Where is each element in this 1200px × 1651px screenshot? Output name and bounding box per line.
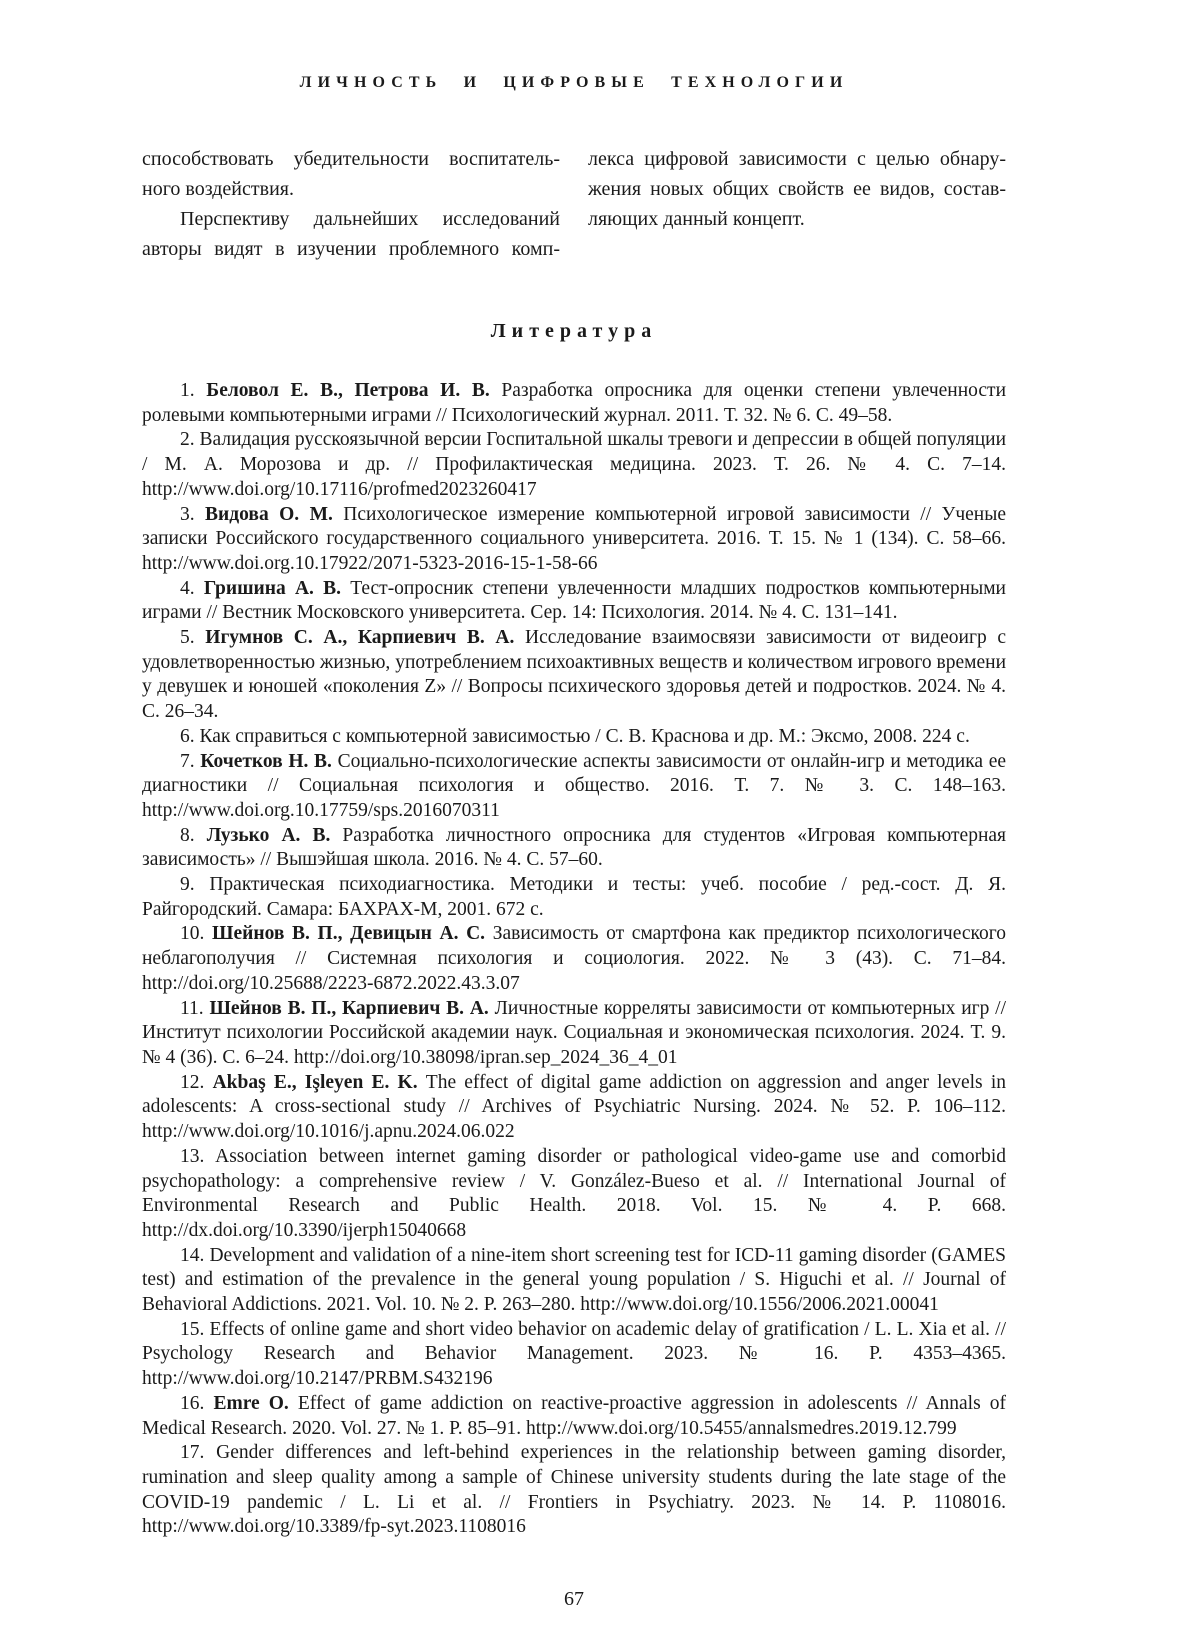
reference-authors: Гришина А. В.	[203, 577, 351, 599]
text-line: жения новых общих свойств ее видов, состав-	[588, 178, 1006, 200]
page-number: 67	[564, 1588, 584, 1611]
reference-number: 8.	[180, 824, 195, 846]
reference-text: Социально-психологические аспекты зависимости от онлайн-игр и методика ее диагностики // Социальная психология и общество. 2016. Т. 7. № 3. С. 148–163. http://www.doi.org.10.17759/sps.2016070311	[142, 750, 1007, 821]
reference-item	[142, 1392, 1006, 1441]
intro-left-column	[142, 144, 560, 264]
text-line: способствовать убедительности воспитатель-	[142, 148, 560, 170]
reference-authors: Игумнов С. А., Карпиевич В. А.	[205, 627, 526, 649]
reference-text: Зависимость от смартфона как предиктор психологического неблагополучия // Системная психология и социология. 2022. № 3 (43). С. 71–84. http://doi.org/10.25688/2223-6872.2022.43.3.07	[142, 923, 1007, 994]
reference-text: Как справиться с компьютерной зависимостью / С. В. Краснова и др. М.: Эксмо, 2008. 224 с.	[199, 725, 970, 747]
reference-authors: Видова О. М.	[205, 503, 344, 525]
reference-text: Разработка личностного опросника для студентов «Игровая компьютерная зависимость» // Вышэйшая школа. 2016. № 4. С. 57–60.	[142, 824, 1006, 871]
reference-text: The effect of digital game addiction on aggression and anger levels in adolescents: A cross-sectional study // Archives of Psychiatric Nursing. 2024. № 52. P. 106–112. http://www.doi.org/10.1016/j.apnu.2024.06.022	[142, 1071, 1006, 1143]
reference-item	[142, 626, 1006, 725]
reference-number: 4.	[180, 577, 195, 599]
reference-authors: Кочетков Н. В.	[200, 750, 338, 772]
reference-item	[142, 1441, 1006, 1540]
reference-text: Effect of game addiction on reactive-proactive aggression in adolescents // Annals of Medical Research. 2020. Vol. 27. № 1. P. 85–91. http://www.doi.org/10.5455/annalsmedres.2019.12.799	[142, 1392, 1007, 1439]
reference-number: 11.	[180, 997, 204, 1019]
text-line: ляющих данный концепт.	[588, 208, 805, 230]
reference-item	[142, 1071, 1006, 1145]
reference-item	[142, 1145, 1006, 1244]
reference-text: Gender differences and left-behind experiences in the relationship between gaming disorder, rumination and sleep quality among a sample of Chinese university students during the late stage of the COVID-19 pandemic / L. Li et al. // Frontiers in Psychiatry. 2023. № 14. P. 1108016. http://www.doi.org/10.3389/fp-syt.2023.1108016	[142, 1442, 1007, 1538]
reference-text: Development and validation of a nine-item short screening test for ICD-11 gaming disorder (GAMES test) and estimation of the prevalence in the general young population / S. Higuchi et al. // Journal of Behavioral Addictions. 2021. Vol. 10. № 2. P. 263–280. http://www.doi.org/10.1556/2006.2021.00041	[142, 1244, 1006, 1316]
reference-item	[142, 997, 1006, 1071]
reference-authors: Лузько А. В.	[206, 824, 343, 846]
reference-item	[142, 1244, 1006, 1318]
reference-number: 12.	[180, 1071, 205, 1093]
intro-right-column	[588, 144, 1006, 264]
reference-number: 3.	[180, 503, 195, 525]
intro-section	[142, 144, 1006, 264]
reference-number: 2.	[180, 429, 195, 451]
text-line: лекса цифровой зависимости с целью обнару-	[588, 148, 1006, 170]
reference-item	[142, 503, 1006, 577]
reference-number: 5.	[180, 627, 195, 649]
reference-number: 14.	[180, 1244, 205, 1266]
reference-text: Исследование взаимосвязи зависимости от видеоигр с удовлетворенностью жизнью, употреблением психоактивных веществ и количеством игрового времени у девушек и юношей «поколения Z» // Вопросы психического здоровья детей и подростков. 2024. № 4. С. 26–34.	[142, 627, 1007, 723]
reference-item	[142, 1318, 1006, 1392]
reference-number: 9.	[180, 874, 195, 896]
reference-list	[142, 379, 1006, 1540]
reference-item	[142, 750, 1006, 824]
reference-text: Effects of online game and short video behavior on academic delay of gratification / L. L. Xia et al. // Psychology Research and Behavior Management. 2023. № 16. P. 4353–4365. http://www.doi.org/10.2147/PRBM.S432196	[142, 1318, 1006, 1390]
running-head: ЛИЧНОСТЬ И ЦИФРОВЫЕ ТЕХНОЛОГИИ	[299, 74, 849, 91]
reference-text: Психологическое измерение компьютерной игровой зависимости // Ученые записки Российского государственного социального университета. 2016. Т. 15. № 1 (134). С. 58–66. http://www.doi.org.10.17922/2071-5323-2016-15-1-58-66	[142, 503, 1007, 574]
reference-item	[142, 577, 1006, 626]
reference-item	[142, 379, 1006, 428]
reference-text: Тест-опросник степени увлеченности младших подростков компьютерными играми // Вестник Московского университета. Сер. 14: Психология. 2014. № 4. С. 131–141.	[142, 577, 1006, 624]
text-line: Перспективу дальнейших исследований	[180, 208, 560, 230]
reference-number: 1.	[180, 380, 195, 401]
reference-number: 17.	[180, 1442, 205, 1464]
reference-text: Валидация русскоязычной версии Госпитальной шкалы тревоги и депрессии в общей популяции / М. А. Морозова и др. // Профилактическая медицина. 2023. Т. 26. № 4. С. 7–14. http://www.doi.org/10.17116/profmed2023260417	[142, 429, 1007, 500]
reference-authors: Шейнов В. П., Девицын А. С.	[212, 923, 493, 945]
reference-number: 7.	[180, 750, 195, 772]
reference-number: 16.	[180, 1392, 205, 1414]
reference-authors: Шейнов В. П., Карпиевич В. А.	[209, 997, 495, 1019]
reference-number: 10.	[180, 923, 205, 945]
reference-text: Association between internet gaming disorder or pathological video-game use and comorbid psychopathology: a comprehensive review / V. González-Bueso et al. // International Journal of Environmental Research and Public Health. 2018. Vol. 15. № 4. P. 668. http://dx.doi.org/10.3390/ijerph15040668	[142, 1145, 1006, 1241]
reference-item	[142, 725, 1006, 750]
reference-number: 15.	[180, 1318, 205, 1340]
reference-authors: Беловол Е. В., Петрова И. В.	[206, 380, 502, 401]
reference-text: Разработка опросника для оценки степени увлеченности ролевыми компьютерными играми // Психологический журнал. 2011. Т. 32. № 6. С. 49–58.	[142, 380, 1007, 426]
reference-number: 6.	[180, 725, 195, 747]
reference-item	[142, 824, 1006, 873]
reference-number: 13.	[180, 1145, 205, 1167]
text-line: ного воздействия.	[142, 178, 294, 200]
reference-item	[142, 873, 1006, 922]
reference-item	[142, 428, 1006, 502]
reference-text: Личностные корреляты зависимости от компьютерных игр // Институт психологии Российской академии наук. Социальная и экономическая психология. 2024. Т. 9. № 4 (36). С. 6–24. http://doi.org/10.38098/ipran.sep_2024_36_4_01	[142, 997, 1007, 1068]
reference-authors: Akbaş E., Işleyen E. K.	[212, 1071, 426, 1093]
reference-authors: Emre O.	[213, 1392, 298, 1414]
references-heading: Литература	[490, 320, 658, 342]
text-line: авторы видят в изучении проблемного комп-	[142, 238, 560, 260]
reference-text: Практическая психодиагностика. Методики и тесты: учеб. пособие / ред.-сост. Д. Я. Райгородский. Самара: БАХРАХ-М, 2001. 672 с.	[142, 874, 1007, 920]
reference-item	[142, 922, 1006, 996]
